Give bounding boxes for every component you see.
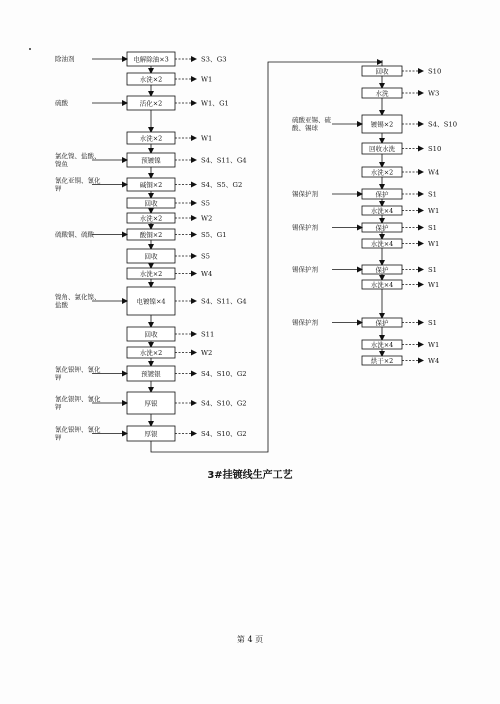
output-label: S1 bbox=[428, 223, 437, 232]
process-step bbox=[55, 392, 247, 426]
process-step bbox=[55, 425, 247, 442]
output-label: S4、S5、G2 bbox=[201, 180, 243, 189]
output-label: W1 bbox=[428, 206, 440, 215]
output-label: W1 bbox=[428, 239, 440, 248]
process-step bbox=[55, 287, 247, 327]
step-label: 水洗×2 bbox=[139, 269, 163, 278]
output-label: S5、G1 bbox=[201, 230, 227, 239]
step-label: 水洗×4 bbox=[370, 206, 394, 215]
output-label: W4 bbox=[201, 269, 213, 278]
output-label: S1 bbox=[428, 190, 437, 199]
output-label: S4、S11、G4 bbox=[201, 297, 247, 306]
input-material-label: 硫酸 bbox=[55, 99, 68, 107]
output-label: W1 bbox=[428, 340, 440, 349]
process-step bbox=[55, 52, 227, 73]
process-step bbox=[55, 229, 227, 249]
step-label: 碱铜×2 bbox=[139, 180, 163, 189]
output-label: W1、G1 bbox=[201, 99, 229, 108]
process-step bbox=[362, 239, 439, 265]
step-label: 水洗×2 bbox=[139, 134, 163, 143]
step-label: 保护 bbox=[375, 223, 389, 232]
step-label: 烘干×2 bbox=[370, 356, 394, 365]
process-step bbox=[292, 265, 437, 281]
page-number: 第 4 页 bbox=[236, 635, 264, 644]
output-label: S4、S10 bbox=[428, 120, 458, 129]
output-label: S5 bbox=[201, 252, 210, 261]
output-label: S4、S10、G2 bbox=[201, 399, 247, 408]
output-label: S4、S10、G2 bbox=[201, 429, 247, 438]
output-label: S10 bbox=[428, 144, 442, 153]
input-material-label: 氰化银钾、氰化钾 bbox=[55, 425, 101, 442]
process-step bbox=[362, 66, 441, 88]
process-step bbox=[362, 88, 439, 115]
output-label: S4、S11、G4 bbox=[201, 156, 247, 165]
step-label: 水洗×4 bbox=[370, 340, 394, 349]
output-label: W1 bbox=[201, 134, 213, 143]
step-label: 活化×2 bbox=[139, 99, 163, 108]
output-label: W4 bbox=[428, 356, 440, 365]
step-label: 预镀镍 bbox=[141, 156, 161, 165]
step-label: 厚银 bbox=[144, 399, 158, 408]
output-label: W1 bbox=[201, 75, 213, 84]
input-material-label: 氰化银钾、氰化钾 bbox=[55, 395, 101, 411]
diagram-title: 3#挂镀线生产工艺 bbox=[207, 470, 293, 481]
step-label: 水洗×2 bbox=[139, 348, 163, 357]
step-label: 水洗 bbox=[375, 89, 389, 98]
process-step bbox=[55, 151, 247, 178]
scan-dot bbox=[29, 48, 31, 50]
output-label: S1 bbox=[428, 265, 437, 274]
step-label: 回收 bbox=[144, 330, 158, 339]
input-material-label: 锡保护剂 bbox=[292, 318, 318, 327]
process-step bbox=[55, 176, 242, 199]
input-material-label: 锡保护剂 bbox=[292, 265, 318, 274]
input-material-label: 硫酸亚锡、硫酸、锡球 bbox=[292, 116, 331, 132]
process-step bbox=[292, 223, 437, 240]
step-label: 回收水洗 bbox=[369, 144, 395, 153]
input-material-label: 锡保护剂 bbox=[292, 190, 318, 198]
right-process-column bbox=[292, 66, 457, 365]
output-label: W3 bbox=[428, 89, 440, 98]
left-process-column bbox=[55, 52, 247, 442]
input-material-label: 锡保护剂 bbox=[292, 223, 318, 232]
process-step bbox=[362, 167, 439, 189]
step-label: 保护 bbox=[375, 265, 389, 274]
process-step bbox=[127, 198, 210, 213]
input-material-label: 除油剂 bbox=[55, 55, 75, 63]
input-material-label: 硫酸铜、硫酸 bbox=[55, 230, 94, 239]
output-label: S1 bbox=[428, 318, 437, 327]
output-label: W1 bbox=[428, 280, 440, 289]
process-step bbox=[362, 143, 441, 167]
process-step bbox=[362, 340, 439, 356]
process-step bbox=[127, 213, 212, 229]
step-label: 酸铜×2 bbox=[139, 230, 163, 239]
output-label: S5 bbox=[201, 199, 210, 208]
input-material-label: 镍角、氯化镍、盐酸 bbox=[55, 293, 101, 309]
process-step bbox=[362, 280, 439, 318]
connector-line bbox=[151, 62, 382, 452]
input-material-label: 氰化银钾、氰化钾 bbox=[55, 365, 101, 382]
process-step bbox=[127, 327, 214, 347]
output-label: W2 bbox=[201, 348, 213, 357]
step-label: 电镀镍×4 bbox=[136, 297, 166, 306]
output-label: S3、G3 bbox=[201, 55, 227, 64]
process-step bbox=[127, 347, 212, 366]
step-label: 镀锡×2 bbox=[370, 120, 394, 129]
step-label: 水洗×2 bbox=[370, 168, 394, 177]
step-label: 回收 bbox=[375, 67, 389, 76]
process-step bbox=[55, 365, 247, 393]
step-label: 预镀银 bbox=[141, 369, 161, 378]
process-step bbox=[127, 73, 212, 96]
process-step bbox=[292, 189, 437, 206]
process-step bbox=[127, 249, 210, 268]
step-label: 保护 bbox=[375, 190, 389, 199]
step-label: 水洗×4 bbox=[370, 280, 394, 289]
step-label: 水洗×2 bbox=[139, 75, 163, 84]
process-step bbox=[292, 318, 437, 341]
input-material-label: 氯化镍、盐酸、镍鱼 bbox=[55, 152, 101, 168]
process-step bbox=[292, 115, 457, 143]
output-label: S11 bbox=[201, 330, 215, 339]
step-label: 电解除油×3 bbox=[133, 55, 169, 64]
output-label: W2 bbox=[201, 214, 213, 223]
process-step bbox=[55, 96, 229, 132]
process-step bbox=[127, 132, 212, 153]
step-label: 保护 bbox=[375, 318, 389, 327]
step-label: 回收 bbox=[144, 199, 158, 208]
output-label: S10 bbox=[428, 67, 442, 76]
process-step bbox=[127, 268, 212, 287]
process-step bbox=[362, 206, 439, 223]
step-label: 回收 bbox=[144, 252, 158, 261]
step-label: 厚银 bbox=[144, 429, 158, 438]
input-material-label: 氰化亚铜、氰化钾 bbox=[55, 176, 101, 193]
output-label: W4 bbox=[428, 168, 440, 177]
step-label: 水洗×2 bbox=[139, 214, 163, 223]
step-label: 水洗×4 bbox=[370, 239, 394, 248]
process-step bbox=[362, 356, 439, 365]
output-label: S4、S10、G2 bbox=[201, 369, 247, 378]
